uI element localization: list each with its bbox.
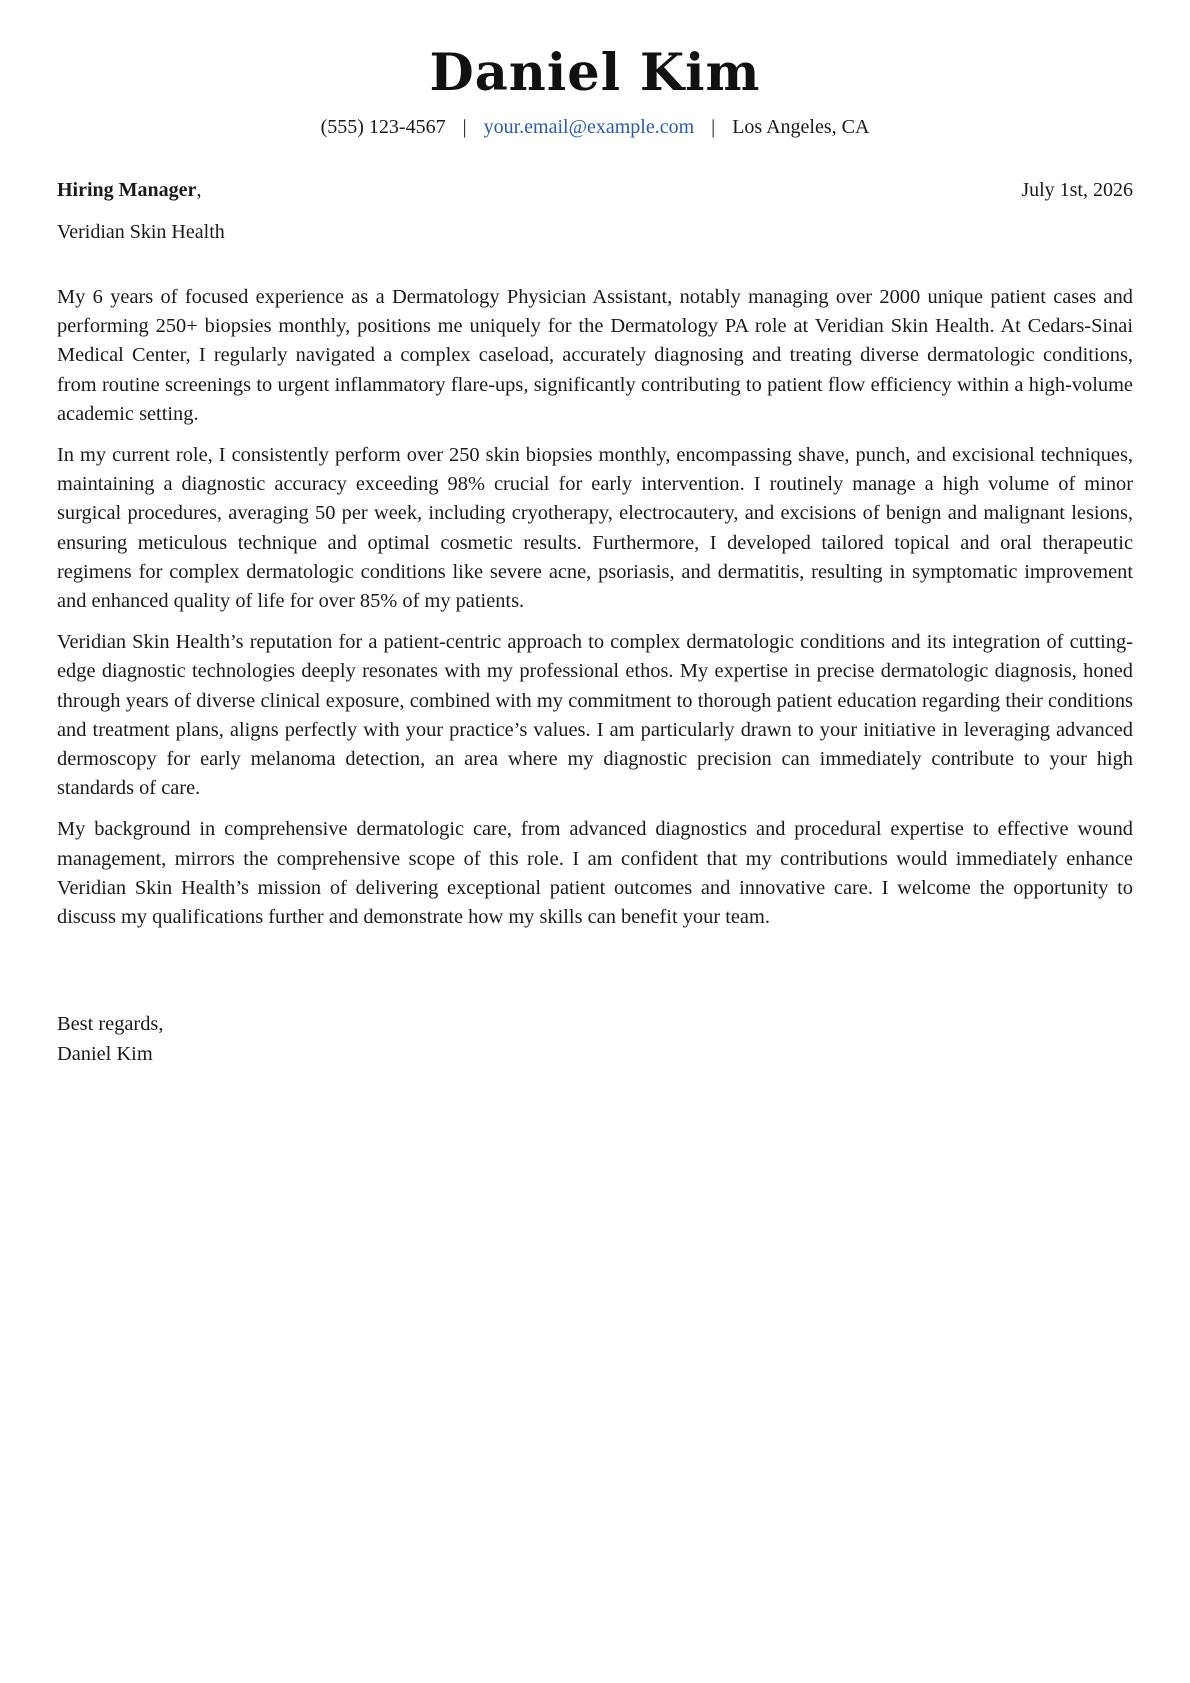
letter-date: July 1st, 2026 xyxy=(1021,179,1133,201)
body-paragraph: Veridian Skin Health’s reputation for a patient-centric approach to complex dermatologic conditions and its integration of cutting-edge diagnostic technologies deeply resonates with my professional ethos. My expertise in precise dermatologic diagnosis, honed through years of diverse clinical exposure, combined with my commitment to thorough patient education regarding their conditions and treatment plans, aligns perfectly with your practice’s values. I am particularly drawn to your initiative in leveraging advanced dermoscopy for early melanoma detection, an area where my diagnostic precision can immediately contribute to your high standards of care. xyxy=(57,631,1133,800)
applicant-name: Daniel Kim xyxy=(429,43,761,103)
closing-salutation: Best regards, xyxy=(57,1013,164,1035)
letter-body xyxy=(57,283,1133,944)
recipient-title: Hiring Manager xyxy=(57,179,197,201)
body-paragraph: My background in comprehensive dermatologic care, from advanced diagnostics and procedural expertise to effective wound management, mirrors the comprehensive scope of this role. I am confident that my contributions would immediately enhance Veridian Skin Health’s mission of delivering exceptional patient outcomes and innovative care. I welcome the opportunity to discuss my qualifications further and demonstrate how my skills can benefit your team. xyxy=(57,818,1133,929)
contact-separator: | xyxy=(462,116,467,138)
recipient-title-comma: , xyxy=(196,179,202,201)
location: Los Angeles, CA xyxy=(732,116,870,138)
contact-line xyxy=(57,113,1133,141)
recipient-company: Veridian Skin Health xyxy=(57,221,225,243)
email-link[interactable]: your.email@example.com xyxy=(483,116,695,138)
recipient-line xyxy=(57,176,1133,204)
body-paragraph: In my current role, I consistently perform over 250 skin biopsies monthly, encompassing shave, punch, and excisional techniques, maintaining a diagnostic accuracy exceeding 98% crucial for early intervention. I routinely manage a high volume of minor surgical procedures, averaging 50 per week, including cryotherapy, electrocautery, and excisions of benign and malignant lesions, ensuring meticulous technique and optimal cosmetic results. Furthermore, I developed tailored topical and oral therapeutic regimens for complex dermatologic conditions like severe acne, psoriasis, and dermatitis, resulting in symptomatic improvement and enhanced quality of life for over 85% of my patients. xyxy=(57,444,1133,613)
closing-signature: Daniel Kim xyxy=(57,1042,153,1065)
phone-number: (555) 123-4567 xyxy=(320,116,446,138)
contact-separator: | xyxy=(711,116,716,138)
letter-closing xyxy=(57,1010,163,1069)
body-paragraph: My 6 years of focused experience as a Dermatology Physician Assistant, notably managing over 2000 unique patient cases and performing 250+ biopsies monthly, positions me uniquely for the Dermatology PA role at Veridian Skin Health. At Cedars-Sinai Medical Center, I regularly navigated a complex caseload, accurately diagnosing and treating diverse dermatologic conditions, from routine screenings to urgent inflammatory flare-ups, significantly contributing to patient flow efficiency within a high-volume academic setting. xyxy=(57,286,1133,425)
